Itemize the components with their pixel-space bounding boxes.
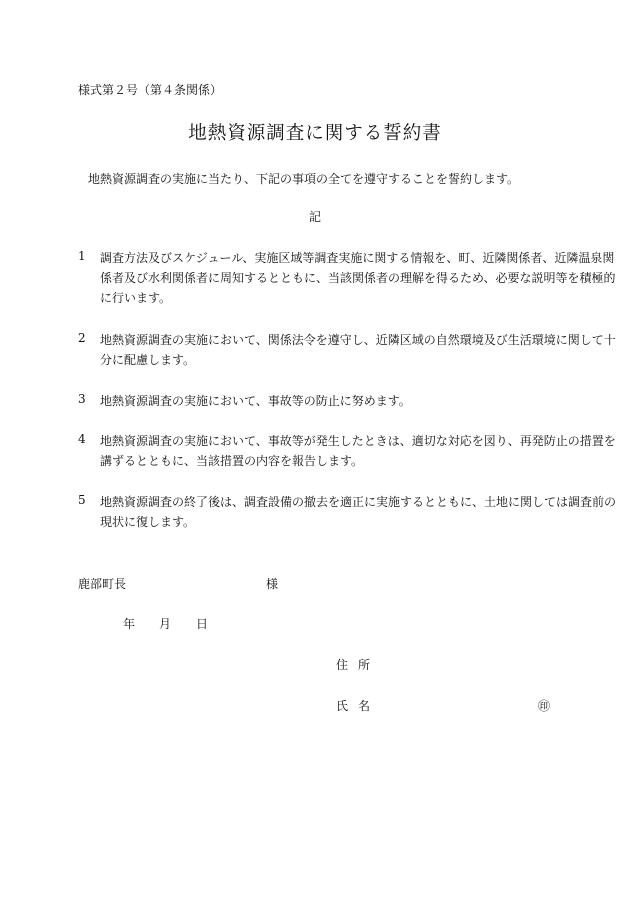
date-month-label: 月 bbox=[159, 617, 172, 631]
document-title: 地熱資源調査に関する誓約書 bbox=[188, 123, 442, 144]
address-label: 住所 bbox=[336, 658, 381, 672]
date-year-label: 年 bbox=[123, 617, 136, 631]
item-number: 3 bbox=[78, 392, 86, 406]
item-text-line: 係者及び水利関係者に周知するとともに、当該関係者の理解を得るため、必要な説明等を積極的 bbox=[100, 271, 616, 285]
form-label: 様式第２号（第４条関係） bbox=[78, 83, 223, 97]
item-text-line: 地熱資源調査の実施において、事故等が発生したときは、適切な対応を図り、再発防止の措置を bbox=[100, 434, 616, 448]
item-number: 5 bbox=[78, 493, 86, 507]
item-text-line: 地熱資源調査の実施において、関係法令を遵守し、近隣区域の自然環境及び生活環境に関して十 bbox=[100, 333, 616, 347]
item-number: 2 bbox=[78, 331, 86, 345]
date-day-label: 日 bbox=[196, 617, 209, 631]
ki-heading: 記 bbox=[308, 210, 321, 224]
item-text-line: 地熱資源調査の終了後は、調査設備の撤去を適正に実施するとともに、土地に関しては調査前の bbox=[100, 495, 617, 509]
item-number: 4 bbox=[78, 432, 86, 446]
item-text-line: に行います。 bbox=[100, 291, 172, 305]
addressee-honorific: 様 bbox=[266, 577, 279, 591]
item-text-line: 調査方法及びスケジュール、実施区域等調査実施に関する情報を、町、近隣関係者、近隣温泉関 bbox=[100, 251, 615, 265]
item-text-line: 分に配慮します。 bbox=[100, 353, 196, 367]
name-label: 氏名 bbox=[336, 699, 381, 713]
seal-mark: ㊞ bbox=[538, 699, 551, 713]
item-text-line: 地熱資源調査の実施において、事故等の防止に努めます。 bbox=[100, 394, 411, 408]
addressee-name: 鹿部町長 bbox=[78, 577, 127, 591]
item-text-line: 講ずるとともに、当該措置の内容を報告します。 bbox=[100, 454, 364, 468]
item-number: 1 bbox=[78, 249, 86, 263]
intro-paragraph: 地熱資源調査の実施に当たり、下記の事項の全てを遵守することを誓約します。 bbox=[88, 172, 520, 186]
item-text-line: 現状に復します。 bbox=[100, 515, 196, 529]
